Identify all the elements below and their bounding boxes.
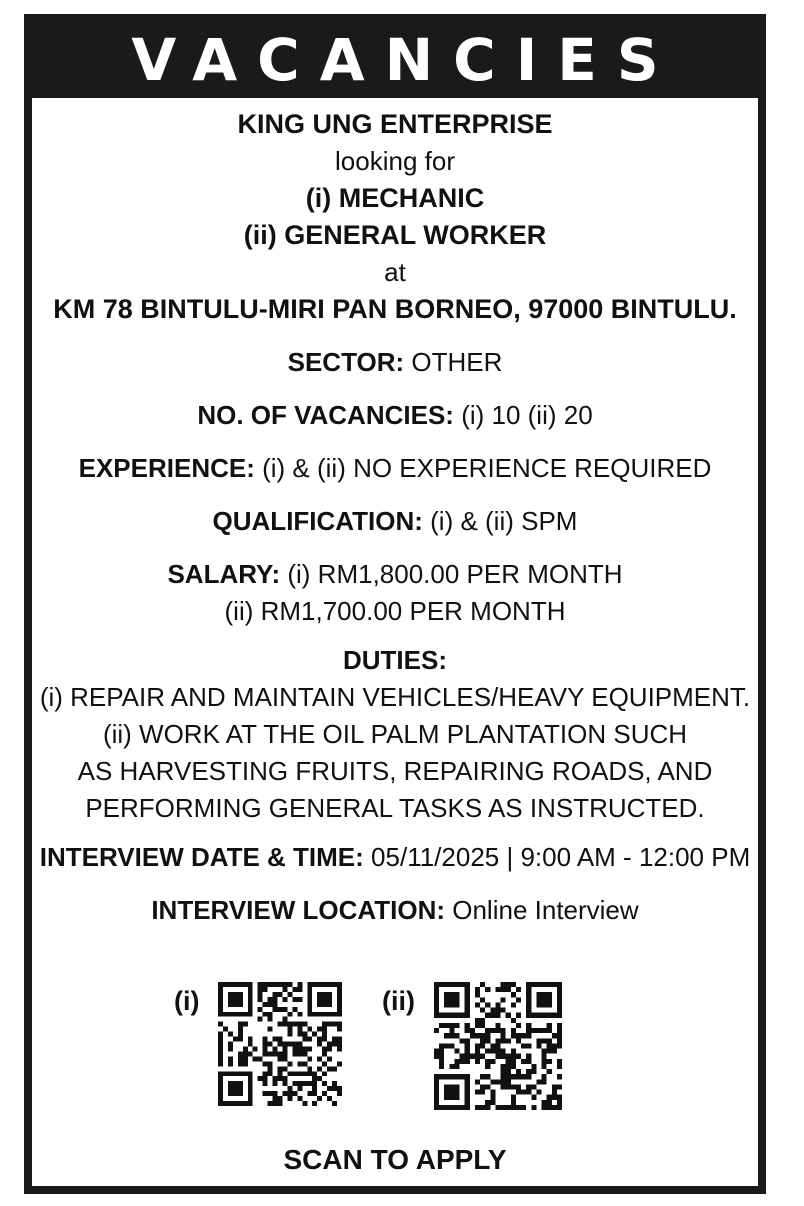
salary-value-2: (ii) RM1,700.00 PER MONTH: [224, 596, 566, 626]
vacancies-banner: [32, 22, 758, 98]
experience-value: (i) & (ii) NO EXPERIENCE REQUIRED: [262, 453, 712, 483]
qr-code-icon[interactable]: [218, 982, 342, 1106]
qr-code-row: [32, 982, 758, 1112]
qr-code-icon[interactable]: [434, 982, 558, 1106]
salary-row: [32, 556, 758, 593]
salary-value-1: (i) RM1,800.00 PER MONTH: [287, 559, 623, 589]
advertisement-frame: [24, 14, 766, 1194]
sector-value: OTHER: [411, 347, 503, 377]
qr-label-mechanic: (i): [174, 986, 200, 1016]
interview-datetime-value: 05/11/2025 | 9:00 AM - 12:00 PM: [371, 842, 751, 872]
address: KM 78 BINTULU-MIRI PAN BORNEO, 97000 BINTULU.: [53, 294, 737, 324]
vacancies-value: (i) 10 (ii) 20: [461, 400, 593, 430]
vacancies-row: [32, 397, 758, 434]
interview-location-value: Online Interview: [452, 895, 639, 925]
qualification-label: QUALIFICATION:: [212, 506, 423, 536]
vacancies-label: NO. OF VACANCIES:: [197, 400, 454, 430]
duty-line: (ii) WORK AT THE OIL PALM PLANTATION SUCH: [102, 719, 688, 749]
scan-to-apply-text: SCAN TO APPLY: [283, 1144, 507, 1175]
interview-location-row: [32, 892, 758, 929]
interview-datetime-label: INTERVIEW DATE & TIME:: [39, 842, 364, 872]
qualification-value: (i) & (ii) SPM: [430, 506, 578, 536]
position-mechanic: (i) MECHANIC: [305, 183, 485, 213]
sector-label: SECTOR:: [287, 347, 405, 377]
duty-line: PERFORMING GENERAL TASKS AS INSTRUCTED.: [85, 793, 705, 823]
qr-label-general-worker: (ii): [382, 986, 415, 1016]
experience-label: EXPERIENCE:: [78, 453, 255, 483]
looking-for-text: looking for: [335, 146, 455, 176]
sector-row: [32, 344, 758, 381]
duty-line: AS HARVESTING FRUITS, REPAIRING ROADS, AND: [77, 756, 713, 786]
interview-datetime-row: [32, 839, 758, 876]
interview-location-label: INTERVIEW LOCATION:: [151, 895, 446, 925]
duty-line: (i) REPAIR AND MAINTAIN VEHICLES/HEAVY EQUIPMENT.: [39, 682, 751, 712]
ad-content: [32, 106, 758, 929]
company-name: KING UNG ENTERPRISE: [237, 109, 553, 139]
position-general-worker: (ii) GENERAL WORKER: [243, 220, 547, 250]
duties-label: DUTIES:: [343, 645, 447, 675]
at-text: at: [384, 257, 406, 287]
banner-title: VACANCIES: [131, 26, 679, 94]
experience-row: [32, 450, 758, 487]
qualification-row: [32, 503, 758, 540]
salary-label: SALARY:: [167, 559, 281, 589]
